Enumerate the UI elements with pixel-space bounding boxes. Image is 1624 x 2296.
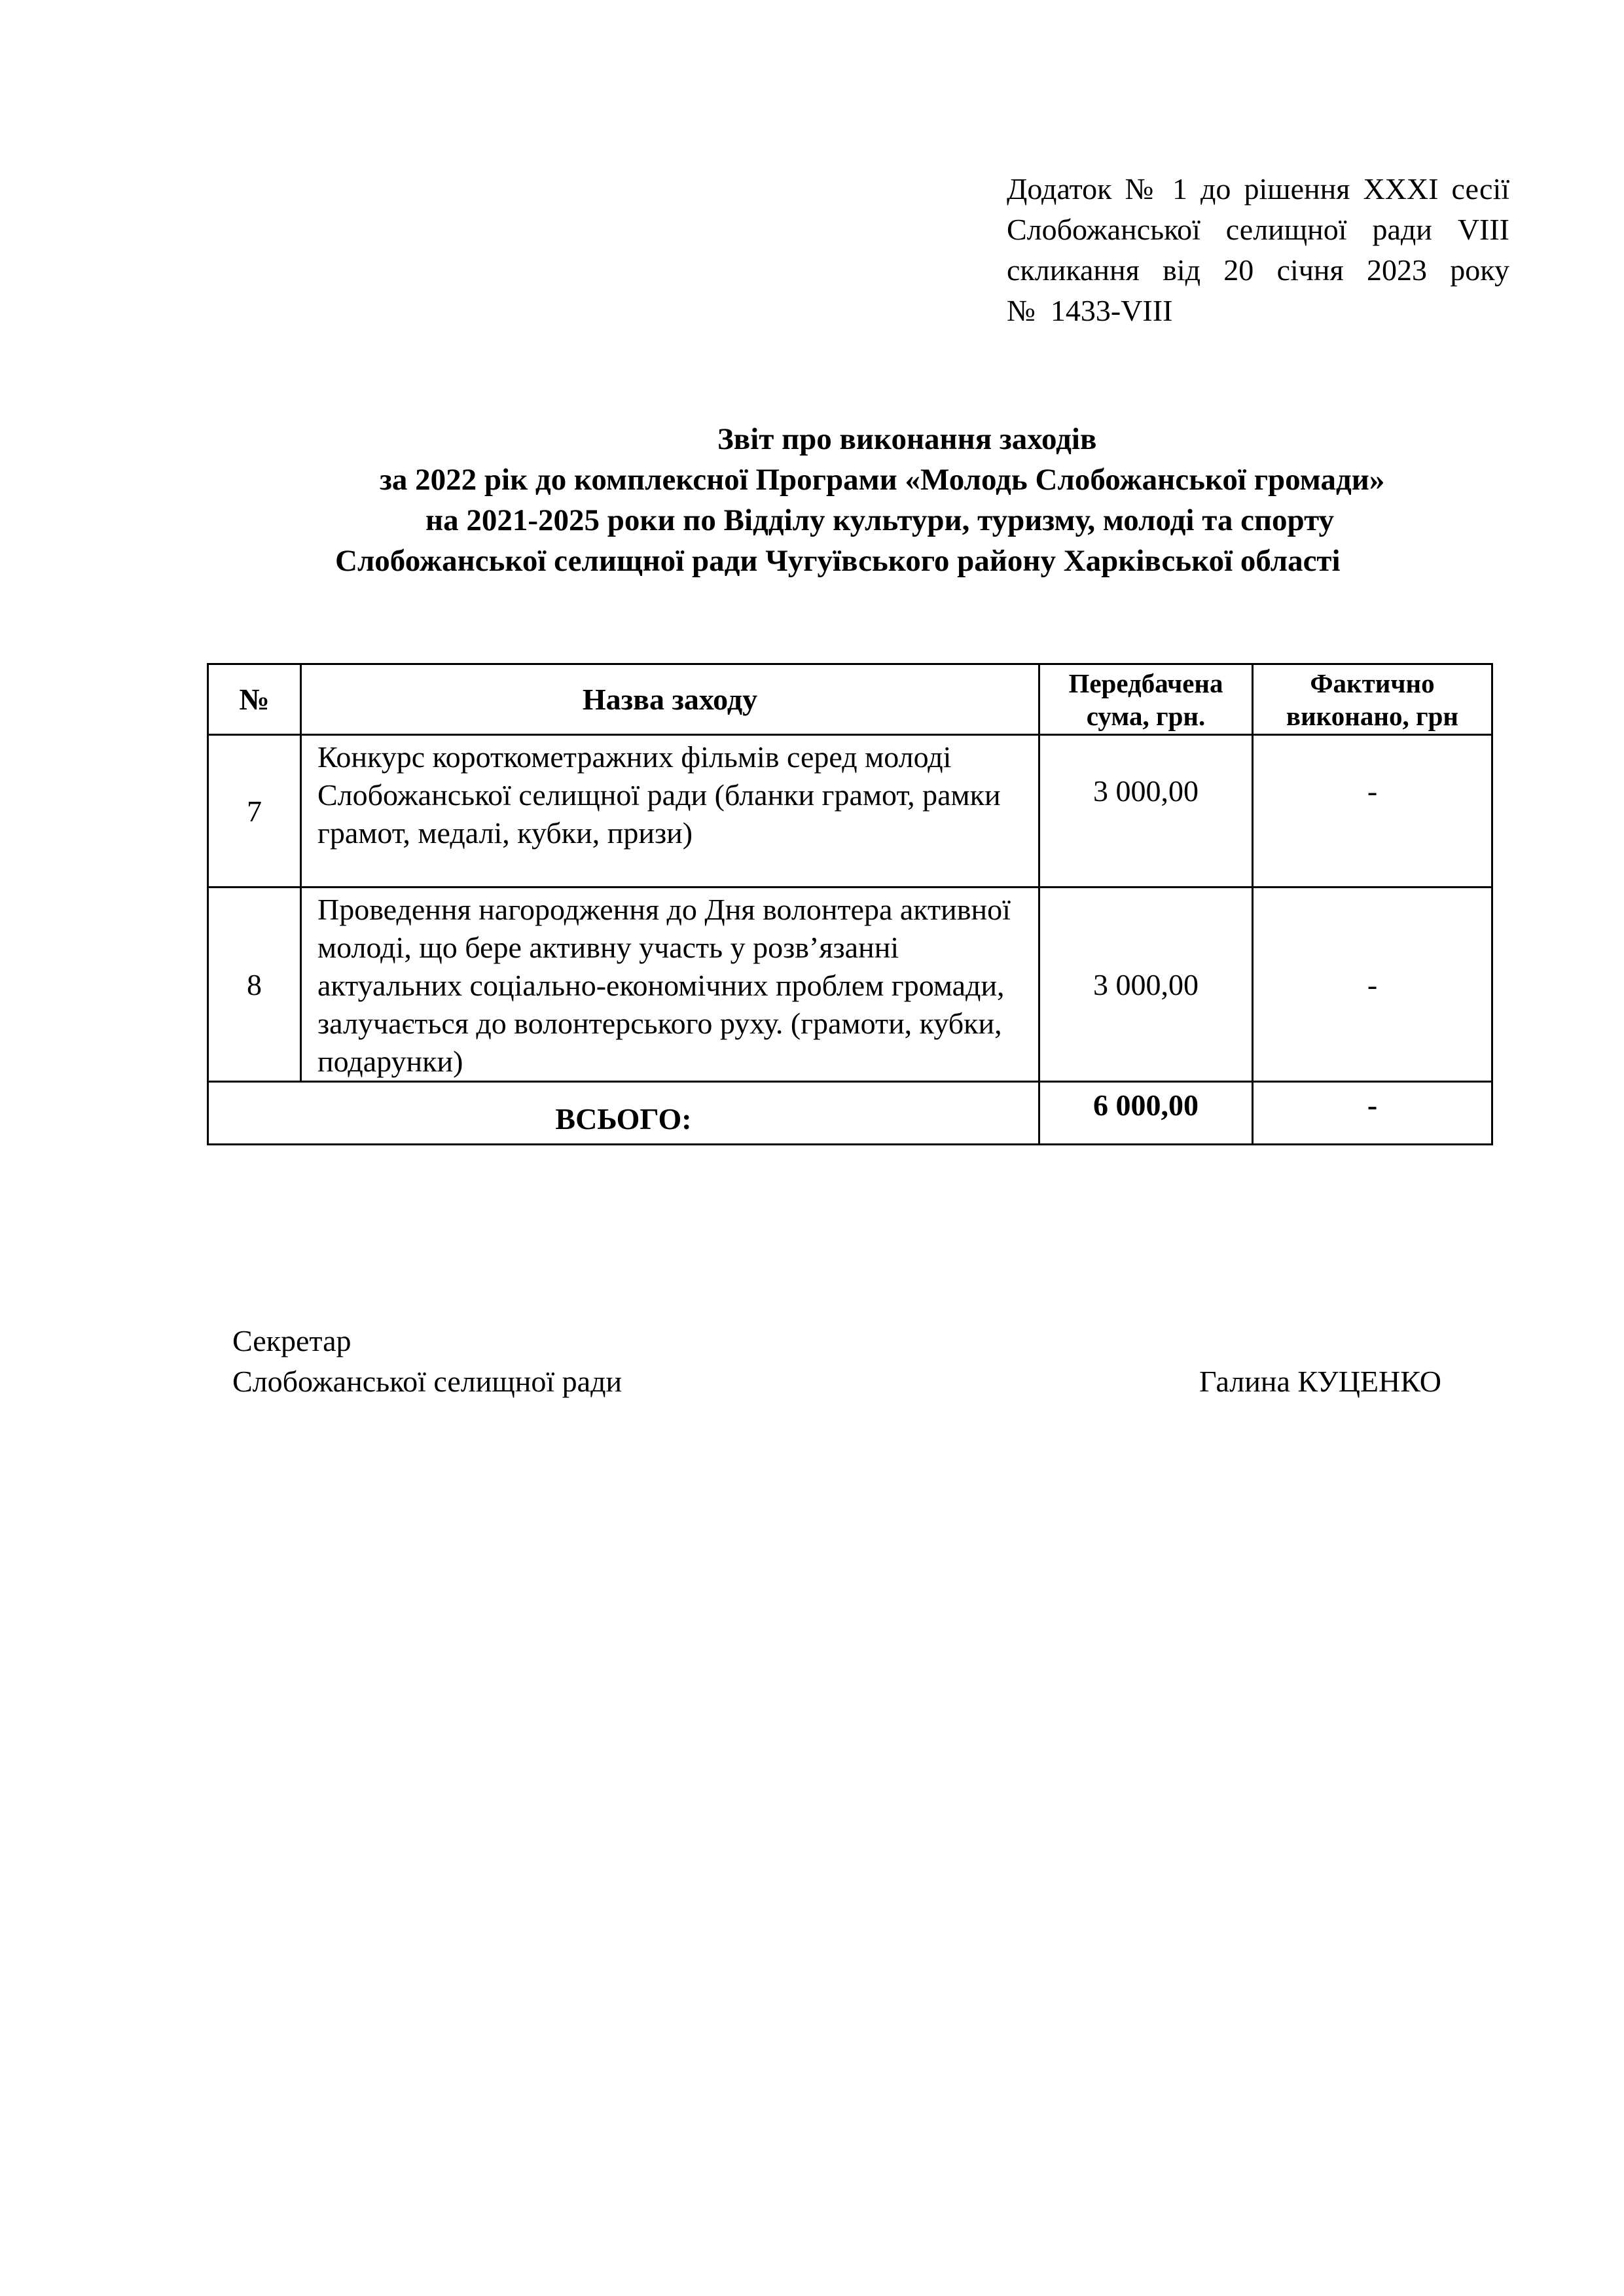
row-planned: 3 000,00 [1039,735,1253,888]
header-actual: Фактично виконано, грн [1253,664,1492,735]
row-actual: - [1253,888,1492,1082]
row-name: Конкурс короткометражних фільмів серед молоді Слобожанської селищної ради (бланки грамот, рамки грамот, медалі, кубки, призи) [301,735,1039,888]
table-total-row [208,1082,1492,1145]
appendix-line-3: скликання від 20 січня 2023 року [1007,253,1509,287]
appendix-line-1: Додаток № 1 до рішення XXXI сесії [1007,172,1509,206]
appendix-note [1007,169,1509,331]
signature-name: Галина КУЦЕНКО [1199,1365,1441,1398]
row-name: Проведення нагородження до Дня волонтера активної молоді, що бере активну участь у розв’язанні актуальних соціально-економічних проблем громади, залучається до волонтерського руху. (грамоти, кубки, подарунки) [301,888,1039,1082]
title-line-4: Слобожанської селищної ради Чугуївського району Харківської області [335,544,1341,578]
table-row [208,735,1492,888]
appendix-line-2: Слобожанської селищної ради VIII [1007,213,1509,246]
total-planned: 6 000,00 [1039,1082,1253,1145]
signature-role-line-2: Слобожанської селищної ради [232,1365,623,1398]
signature-role-line-1: Секретар [232,1324,352,1357]
row-num: 8 [208,888,301,1082]
title-line-2: за 2022 рік до комплексної Програми «Молодь Слобожанської громади» [380,463,1385,497]
table-row [208,888,1492,1082]
report-table [207,663,1493,1145]
signature-role [232,1321,622,1402]
table-header-row [208,664,1492,735]
header-name: Назва заходу [301,664,1039,735]
report-title [275,419,1492,581]
header-planned: Передбачена сума, грн. [1039,664,1253,735]
header-num: № [208,664,301,735]
title-line-1: Звіт про виконання заходів [717,422,1097,456]
row-planned: 3 000,00 [1039,888,1253,1082]
row-actual: - [1253,735,1492,888]
appendix-line-4: № 1433-VIII [1007,294,1173,327]
row-num: 7 [208,735,301,888]
title-line-3: на 2021-2025 роки по Відділу культури, туризму, молоді та спорту [425,503,1335,537]
total-actual: - [1253,1082,1492,1145]
total-label: ВСЬОГО: [208,1082,1039,1145]
